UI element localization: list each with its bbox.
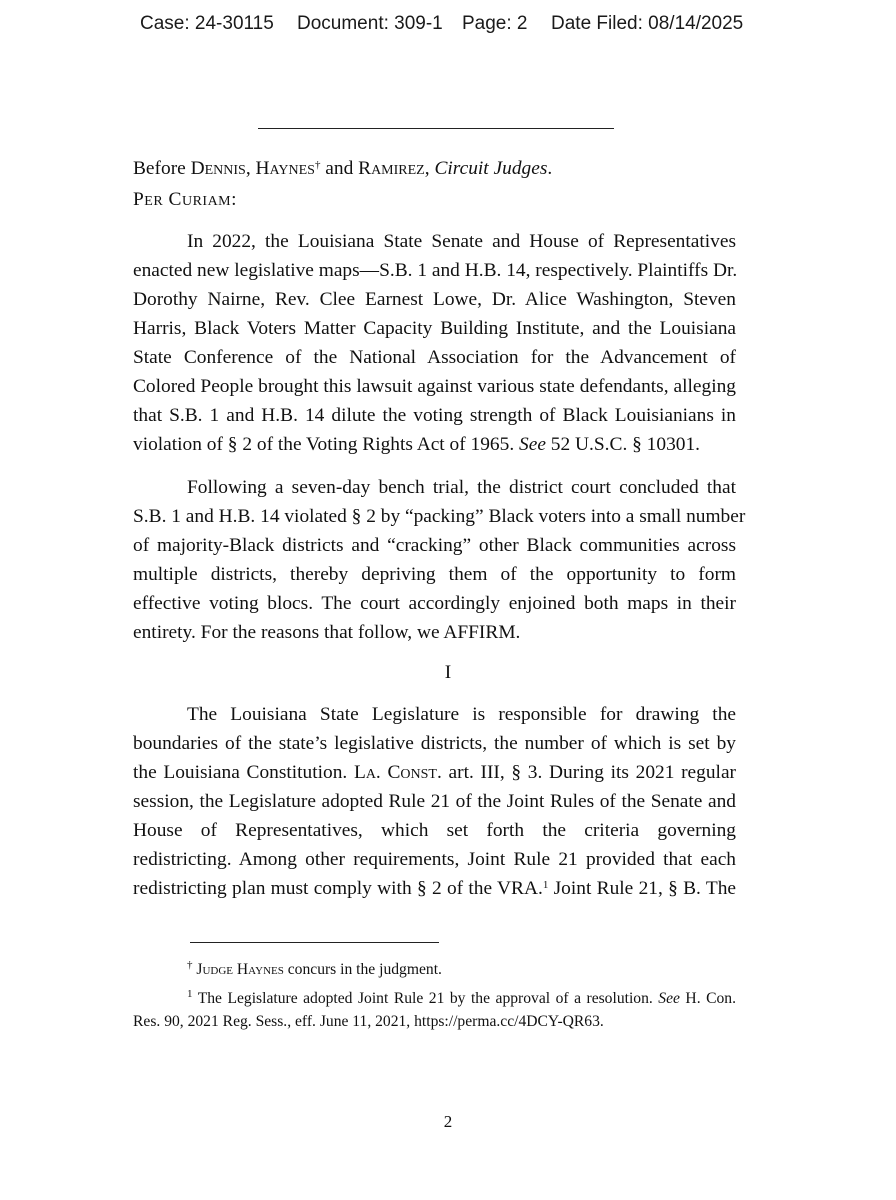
header-page: Page: 2 [462,13,528,34]
case-number: Case: 24-30115 [140,13,274,34]
judge-ramirez: Ramirez [358,158,425,179]
para1-line: Harris, Black Voters Matter Capacity Building Institute, and the Louisiana [133,318,736,339]
constitution-cite: La. Const. [353,762,442,783]
document-number: Document: 309-1 [297,13,443,34]
judge-haynes: Haynes [255,158,315,179]
para1-line: Colored People brought this lawsuit against various state defendants, alleging [133,376,736,397]
para3-line: the Louisiana Constitution. La. Const. art. III, § 3. During its 2021 regular [133,762,737,783]
para2-line: effective voting blocs. The court accordingly enjoined both maps in their [133,593,736,614]
section-heading: I [444,662,452,683]
para3-line: redistricting. Among other requirements, Joint Rule 21 provided that each [133,849,736,870]
para1-last-line: violation of § 2 of the Voting Rights Act of 1965. See 52 U.S.C. § 10301. [133,434,701,455]
para3-line: The Louisiana State Legislature is responsible for drawing the [187,704,736,725]
para1-line: State Conference of the National Association for the Advancement of [133,347,736,368]
para1-line: that S.B. 1 and H.B. 14 dilute the voting strength of Black Louisianians in [133,405,736,426]
judge-dennis: Dennis [190,158,246,179]
date-filed: Date Filed: 08/14/2025 [551,13,744,34]
para3-line: session, the Legislature adopted Rule 21 of the Joint Rules of the Senate and [133,791,736,812]
para2-line: Following a seven-day bench trial, the district court concluded that [187,477,736,498]
para3-line: redistricting plan must comply with § 2 of the VRA.$^1$ Joint Rule 21, § B. The [133,878,736,899]
para1-line: In 2022, the Louisiana State Senate and House of Representatives [187,231,736,252]
circuit-judges: Circuit Judges [434,158,548,179]
footnote-ref-1[interactable]: 1 [542,879,549,891]
para3-line: House of Representatives, which set forth the criteria governing [133,820,736,841]
page-number: 2 [443,1112,453,1131]
footnote-dagger: † Judge Haynes concurs in the judgment. [187,959,442,978]
panel-caption: Before Dennis, Haynes† and Ramirez, Circuit Judges. [133,158,553,179]
para2-line: of majority-Black districts and “cracking” other Black communities across [133,535,736,556]
para2-line: multiple districts, thereby depriving them of the opportunity to form [133,564,736,585]
per-curiam: Per Curiam: [133,189,238,210]
para2-line: S.B. 1 and H.B. 14 violated § 2 by “packing” Black voters into a small number [133,506,746,527]
footnote-1: $^1$ The Legislature adopted Joint Rule 21 by the approval of a resolution. See H. Con. [187,988,736,1007]
para1-line: Dorothy Nairne, Rev. Clee Earnest Lowe, Dr. Alice Washington, Steven [133,289,736,310]
para1-line: enacted new legislative maps—S.B. 1 and H.B. 14, respectively. Plaintiffs Dr. [133,260,738,281]
footnote-1-line2: Res. 90, 2021 Reg. Sess., eff. June 11, 2021, https://perma.cc/4DCY-QR63. [133,1013,604,1030]
dagger-mark: † [314,159,321,171]
top-rule [258,128,614,129]
footnote-rule [190,942,439,943]
para2-last-line: entirety. For the reasons that follow, we AFFIRM. [133,622,521,643]
para3-line: boundaries of the state’s legislative districts, the number of which is set by [133,733,736,754]
